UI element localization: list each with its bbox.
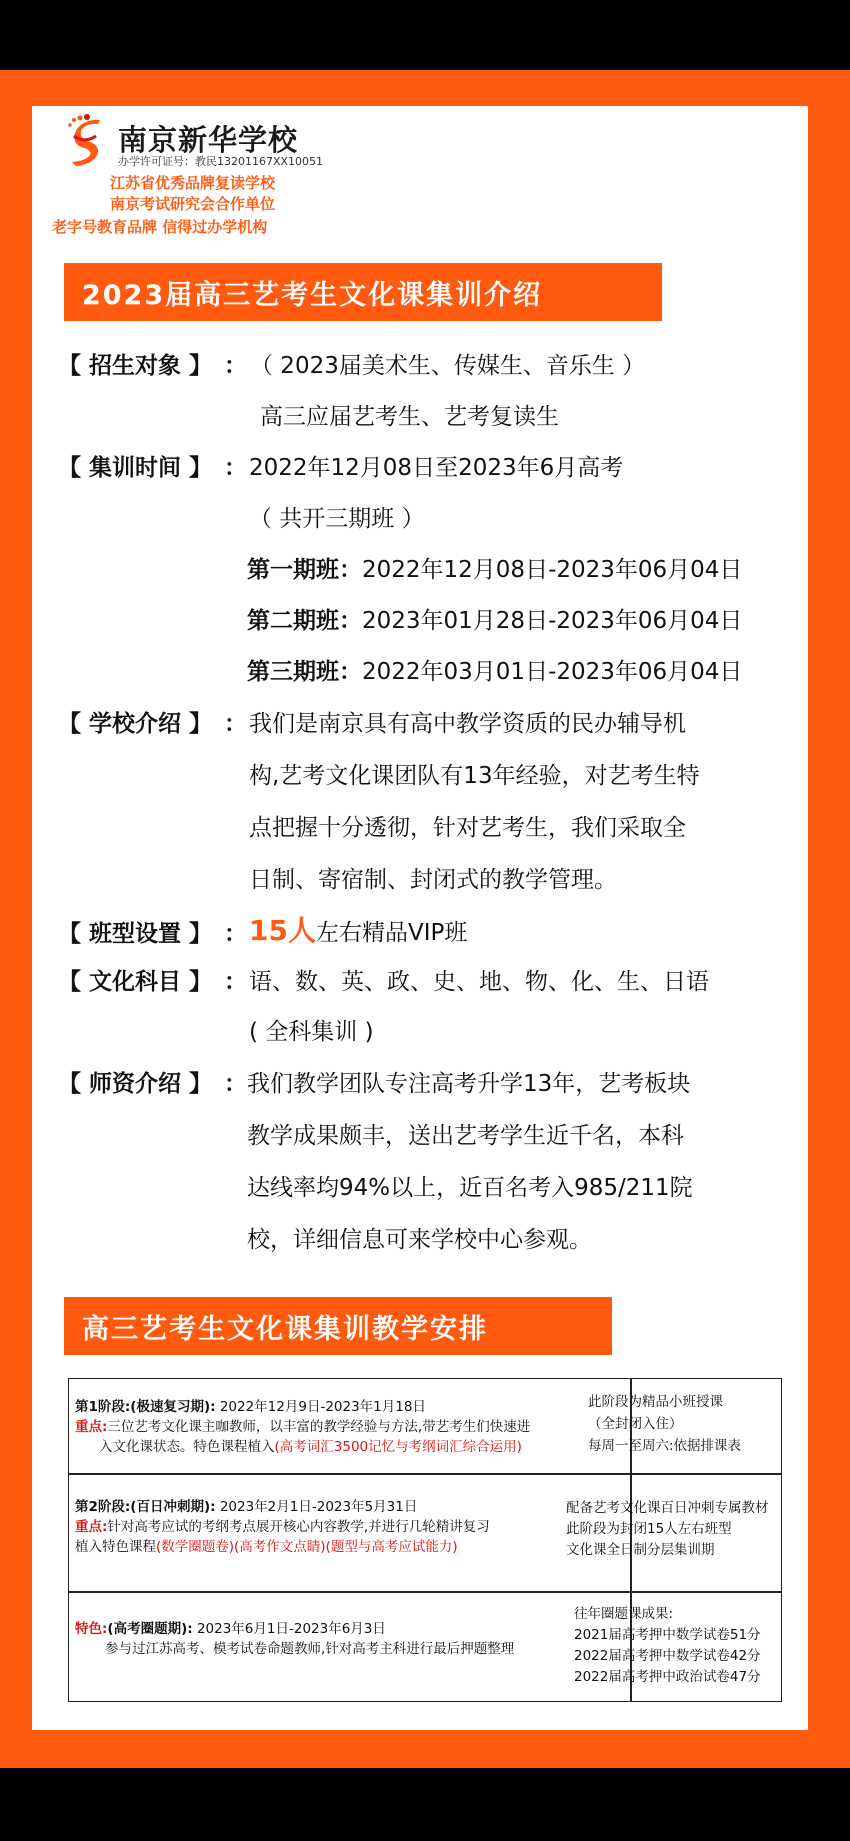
stage-3-note-2: 2021届高考押中数学试卷51分 — [574, 1627, 761, 1643]
stage-2-dates: 2023年2月1日-2023年5月31日 — [215, 1499, 418, 1515]
stage-2-course — [75, 1537, 458, 1557]
stage-1-line-2: 入文化课状态。特色课程植入 — [99, 1439, 275, 1455]
table-divider — [69, 1591, 781, 1593]
school-intro-line: 我们是南京具有高中教学资质的民办辅导机 — [249, 711, 686, 737]
stage-3-dates: 2023年6月1日-2023年6月3日 — [192, 1621, 386, 1637]
colon: ： — [224, 969, 247, 995]
feature-label: 特色: — [75, 1621, 108, 1637]
teachers-line: 教学成果颇丰，送出艺考学生近千名，本科 — [247, 1123, 684, 1149]
stage-1-name: 第1阶段:(极速复习期): — [75, 1399, 216, 1415]
stage-2-line-2: 植入特色课程 — [75, 1539, 156, 1555]
term-2-value: 2023年01月28日-2023年06月04日 — [362, 608, 743, 634]
stage-1-title — [75, 1397, 426, 1417]
license-number: 办学许可证号：教民13201167XX10051 — [118, 155, 324, 168]
term-3-label: 第三期班： — [247, 659, 362, 685]
stage-1-dates: 2022年12月9日-2023年1月18日 — [215, 1399, 426, 1415]
colon: ： — [224, 455, 247, 481]
stage-1-key — [75, 1417, 530, 1437]
term-3-value: 2022年03月01日-2023年06月04日 — [362, 659, 743, 685]
stage-2-feature: (数学圈题卷)(高考作文点睛)(题型与高考应试能力) — [156, 1539, 458, 1555]
stage-2-key — [75, 1517, 490, 1537]
stage-1-note-3: 每周一至周六:依据排课表 — [588, 1438, 742, 1454]
stage-2-name: 第2阶段:(百日冲刺期): — [75, 1499, 216, 1515]
term-1-label: 第一期班： — [247, 557, 362, 583]
tagline-3: 老字号教育品牌 信得过办学机构 — [52, 218, 268, 236]
stage-1-course — [99, 1437, 522, 1457]
stage-1-note-1: 此阶段为精品小班授课 — [588, 1394, 723, 1410]
subjects-label: 【 文化科目 】 — [58, 969, 213, 995]
subjects-line-2: ( 全科集训 ) — [249, 1019, 374, 1045]
school-name: 南京新华学校 — [118, 123, 299, 157]
tagline-2: 南京考试研究会合作单位 — [110, 195, 276, 213]
colon: ： — [224, 921, 247, 947]
stage-3-note-4: 2022届高考押中政治试卷47分 — [574, 1669, 761, 1685]
stage-2-title — [75, 1497, 417, 1517]
term-3 — [247, 653, 742, 686]
class-type-text: 左右精品VIP班 — [315, 920, 468, 946]
term-2-label: 第二期班： — [247, 608, 362, 634]
stage-3-note-3: 2022届高考押中数学试卷42分 — [574, 1648, 761, 1664]
key-label: 重点: — [75, 1519, 108, 1535]
teachers-line: 我们教学团队专注高考升学13年，艺考板块 — [247, 1071, 691, 1097]
stage-2-line-1: 针对高考应试的考纲考点展开核心内容教学,并进行几轮精讲复习 — [107, 1519, 490, 1535]
stage-2-note-1: 配备艺考文化课百日冲刺专属教材 — [566, 1500, 769, 1516]
enroll-line-2: 高三应届艺考生、艺考复读生 — [260, 404, 559, 430]
stage-1-note-2: （全封闭入住） — [588, 1416, 683, 1432]
tagline-1: 江苏省优秀品牌复读学校 — [110, 174, 276, 192]
teachers-line: 校，详细信息可来学校中心参观。 — [247, 1227, 592, 1253]
enroll-line-1: （ 2023届美术生、传媒生、音乐生 ） — [250, 353, 646, 379]
time-line-1: 2022年12月08日至2023年6月高考 — [249, 455, 624, 481]
stage-1-line-1: 三位艺考文化课主咖教师，以丰富的教学经验与方法,带艺考生们快速进 — [107, 1419, 531, 1435]
school-logo-icon — [60, 112, 120, 172]
class-type-label: 【 班型设置 】 — [58, 921, 213, 947]
stage-3-title — [75, 1619, 386, 1639]
stage-3-line-1: 参与过江苏高考、模考试卷命题教师,针对高考主科进行最后押题整理 — [105, 1641, 515, 1657]
colon: ： — [224, 711, 247, 737]
teachers-label: 【 师资介绍 】 — [58, 1071, 213, 1097]
stage-2-note-3: 文化课全日制分层集训期 — [566, 1542, 715, 1558]
colon: ： — [224, 1071, 247, 1097]
stage-3-note-1: 往年圈题课成果: — [574, 1606, 674, 1622]
subjects-line-1: 语、数、英、政、史、地、物、化、生、日语 — [249, 969, 709, 995]
stage-2-note-2: 此阶段为封闭15人左右班型 — [566, 1521, 732, 1537]
time-label: 【 集训时间 】 — [58, 455, 213, 481]
school-intro-line: 日制、寄宿制、封闭式的教学管理。 — [249, 867, 617, 893]
stage-1-feature: (高考词汇3500记忆与考纲词汇综合运用) — [274, 1439, 522, 1455]
enroll-label: 【 招生对象 】 — [58, 353, 213, 379]
school-intro-label: 【 学校介绍 】 — [58, 711, 213, 737]
stage-3-name: (高考圈题期): — [107, 1621, 193, 1637]
term-1-value: 2022年12月08日-2023年06月04日 — [362, 557, 743, 583]
intro-banner: 2023届高三艺考生文化课集训介绍 — [64, 263, 662, 321]
school-intro-line: 构,艺考文化课团队有13年经验，对艺考生特 — [249, 763, 700, 789]
key-label: 重点: — [75, 1419, 108, 1435]
school-intro-line: 点把握十分透彻，针对艺考生，我们采取全 — [249, 815, 686, 841]
term-2 — [247, 602, 742, 635]
time-line-2: （ 共开三期班 ） — [249, 506, 425, 532]
colon: ： — [224, 353, 247, 379]
table-divider — [69, 1473, 781, 1475]
term-1 — [247, 551, 742, 584]
schedule-banner: 高三艺考生文化课集训教学安排 — [64, 1297, 612, 1355]
teachers-line: 达线率均94%以上，近百名考入985/211院 — [247, 1175, 693, 1201]
class-type-value — [249, 909, 467, 949]
class-size: 15人 — [249, 914, 316, 947]
